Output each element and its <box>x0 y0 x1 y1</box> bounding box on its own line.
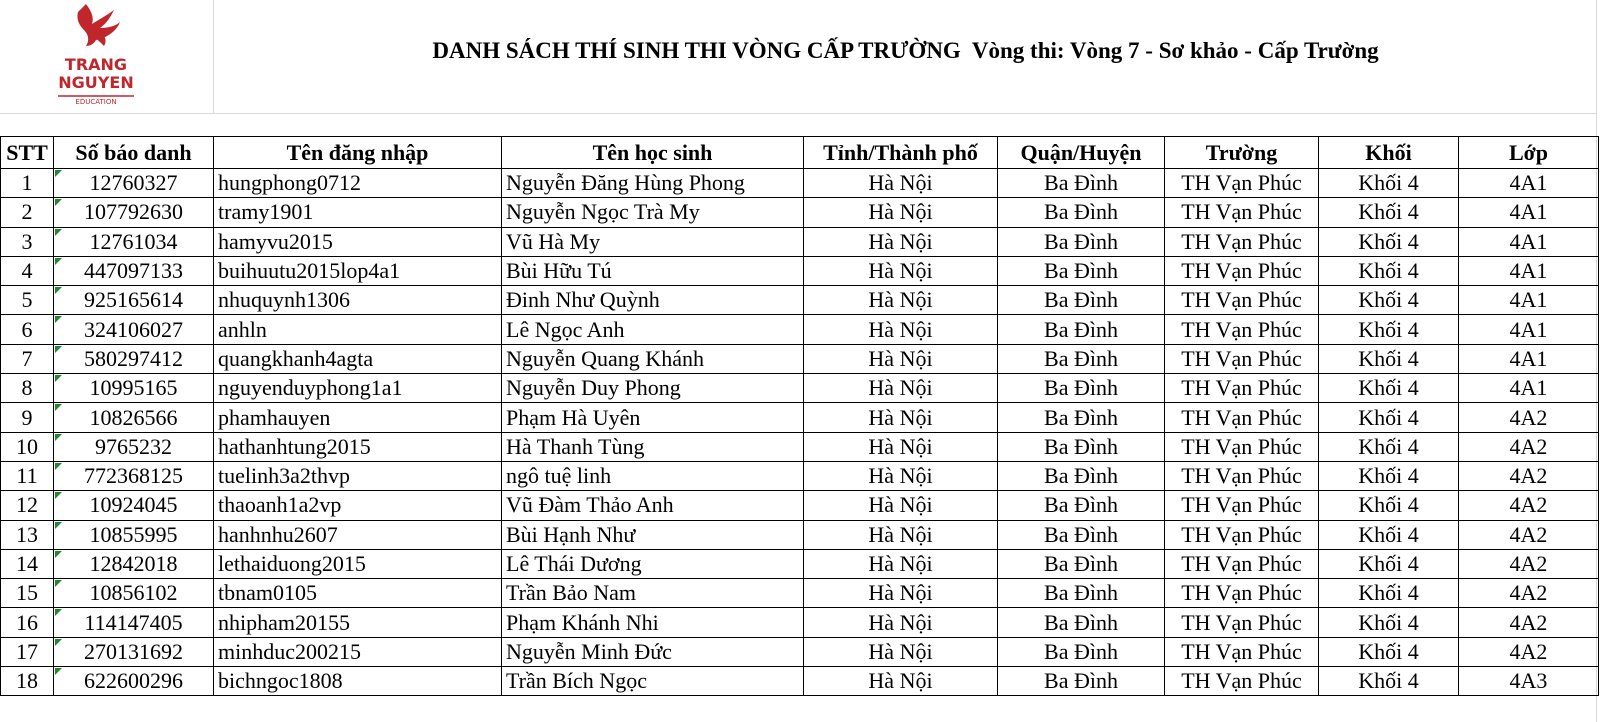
cell-so-bao-danh[interactable]: 9765232 <box>54 432 214 461</box>
cell-quan-huyen[interactable]: Ba Đình <box>998 374 1165 403</box>
cell-truong[interactable]: TH Vạn Phúc <box>1165 198 1319 227</box>
cell-so-bao-danh[interactable]: 925165614 <box>54 286 214 315</box>
cell-khoi[interactable]: Khối 4 <box>1319 227 1459 256</box>
cell-truong[interactable]: TH Vạn Phúc <box>1165 315 1319 344</box>
cell-so-bao-danh[interactable]: 107792630 <box>54 198 214 227</box>
cell-lop[interactable]: 4A2 <box>1459 432 1599 461</box>
cell-stt[interactable]: 13 <box>1 520 54 549</box>
cell-stt[interactable]: 10 <box>1 432 54 461</box>
cell-lop[interactable]: 4A2 <box>1459 637 1599 666</box>
cell-khoi[interactable]: Khối 4 <box>1319 667 1459 696</box>
cell-truong[interactable]: TH Vạn Phúc <box>1165 549 1319 578</box>
cell-khoi[interactable]: Khối 4 <box>1319 491 1459 520</box>
cell-khoi[interactable]: Khối 4 <box>1319 461 1459 490</box>
cell-tinh-thanh-pho[interactable]: Hà Nội <box>804 256 998 285</box>
column-header-truong[interactable]: Trường <box>1165 137 1319 169</box>
cell-stt[interactable]: 12 <box>1 491 54 520</box>
cell-lop[interactable]: 4A3 <box>1459 667 1599 696</box>
cell-so-bao-danh[interactable]: 772368125 <box>54 461 214 490</box>
cell-ten-hoc-sinh[interactable]: Nguyễn Quang Khánh <box>502 344 804 373</box>
cell-quan-huyen[interactable]: Ba Đình <box>998 256 1165 285</box>
cell-lop[interactable]: 4A2 <box>1459 520 1599 549</box>
cell-tinh-thanh-pho[interactable]: Hà Nội <box>804 491 998 520</box>
cell-so-bao-danh[interactable]: 447097133 <box>54 256 214 285</box>
cell-quan-huyen[interactable]: Ba Đình <box>998 549 1165 578</box>
logo-cell <box>0 0 214 113</box>
page-title: DANH SÁCH THÍ SINH THI VÒNG CẤP TRƯỜNG Vòng thi: Vòng 7 - Sơ khảo - Cấp Trường <box>432 38 1379 63</box>
table-row <box>1 608 1599 637</box>
cell-lop[interactable]: 4A1 <box>1459 227 1599 256</box>
cell-khoi[interactable]: Khối 4 <box>1319 198 1459 227</box>
cell-ten-dang-nhap[interactable]: phamhauyen <box>214 403 502 432</box>
cell-ten-dang-nhap[interactable]: tramy1901 <box>214 198 502 227</box>
cell-so-bao-danh[interactable]: 622600296 <box>54 667 214 696</box>
cell-tinh-thanh-pho[interactable]: Hà Nội <box>804 461 998 490</box>
cell-tinh-thanh-pho[interactable]: Hà Nội <box>804 637 998 666</box>
cell-ten-hoc-sinh[interactable]: Phạm Khánh Nhi <box>502 608 804 637</box>
cell-truong[interactable]: TH Vạn Phúc <box>1165 403 1319 432</box>
cell-lop[interactable]: 4A1 <box>1459 344 1599 373</box>
table-row <box>1 169 1599 198</box>
cell-quan-huyen[interactable]: Ba Đình <box>998 286 1165 315</box>
logo-text-line3: EDUCATION <box>75 98 117 106</box>
cell-ten-hoc-sinh[interactable]: Vũ Hà My <box>502 227 804 256</box>
cell-truong[interactable]: TH Vạn Phúc <box>1165 520 1319 549</box>
cell-khoi[interactable]: Khối 4 <box>1319 256 1459 285</box>
cell-lop[interactable]: 4A1 <box>1459 198 1599 227</box>
table-row <box>1 286 1599 315</box>
cell-ten-dang-nhap[interactable]: nhuquynh1306 <box>214 286 502 315</box>
table-row <box>1 344 1599 373</box>
cell-khoi[interactable]: Khối 4 <box>1319 315 1459 344</box>
cell-stt[interactable]: 3 <box>1 227 54 256</box>
column-header-so-bao-danh[interactable]: Số báo danh <box>54 137 214 169</box>
cell-ten-hoc-sinh[interactable]: Phạm Hà Uyên <box>502 403 804 432</box>
table-row <box>1 374 1599 403</box>
cell-lop[interactable]: 4A2 <box>1459 491 1599 520</box>
cell-so-bao-danh[interactable]: 10995165 <box>54 374 214 403</box>
table-row <box>1 520 1599 549</box>
cell-stt[interactable]: 2 <box>1 198 54 227</box>
cell-khoi[interactable]: Khối 4 <box>1319 579 1459 608</box>
cell-truong[interactable]: TH Vạn Phúc <box>1165 608 1319 637</box>
cell-khoi[interactable]: Khối 4 <box>1319 432 1459 461</box>
cell-ten-hoc-sinh[interactable]: Bùi Hữu Tú <box>502 256 804 285</box>
trang-nguyen-logo <box>48 0 144 112</box>
table-row <box>1 579 1599 608</box>
header-row <box>1 137 1599 169</box>
logo-text-line1: TRANG <box>64 55 128 74</box>
cell-quan-huyen[interactable]: Ba Đình <box>998 169 1165 198</box>
cell-ten-dang-nhap[interactable]: bichngoc1808 <box>214 667 502 696</box>
cell-tinh-thanh-pho[interactable]: Hà Nội <box>804 344 998 373</box>
cell-lop[interactable]: 4A2 <box>1459 403 1599 432</box>
cell-stt[interactable]: 15 <box>1 579 54 608</box>
cell-tinh-thanh-pho[interactable]: Hà Nội <box>804 286 998 315</box>
cell-quan-huyen[interactable]: Ba Đình <box>998 520 1165 549</box>
cell-ten-hoc-sinh[interactable]: Trần Bảo Nam <box>502 579 804 608</box>
table-row <box>1 491 1599 520</box>
cell-truong[interactable]: TH Vạn Phúc <box>1165 432 1319 461</box>
cell-so-bao-danh[interactable]: 12842018 <box>54 549 214 578</box>
cell-so-bao-danh[interactable]: 324106027 <box>54 315 214 344</box>
table-row <box>1 432 1599 461</box>
cell-tinh-thanh-pho[interactable]: Hà Nội <box>804 403 998 432</box>
column-header-khoi[interactable]: Khối <box>1319 137 1459 169</box>
cell-ten-hoc-sinh[interactable]: Vũ Đàm Thảo Anh <box>502 491 804 520</box>
cell-ten-hoc-sinh[interactable]: Nguyễn Đăng Hùng Phong <box>502 169 804 198</box>
cell-ten-hoc-sinh[interactable]: Nguyễn Minh Đức <box>502 637 804 666</box>
cell-tinh-thanh-pho[interactable]: Hà Nội <box>804 374 998 403</box>
cell-so-bao-danh[interactable]: 10856102 <box>54 579 214 608</box>
cell-tinh-thanh-pho[interactable]: Hà Nội <box>804 432 998 461</box>
cell-stt[interactable]: 4 <box>1 256 54 285</box>
cell-ten-hoc-sinh[interactable]: Nguyễn Duy Phong <box>502 374 804 403</box>
cell-ten-dang-nhap[interactable]: buihuutu2015lop4a1 <box>214 256 502 285</box>
cell-ten-dang-nhap[interactable]: tuelinh3a2thvp <box>214 461 502 490</box>
column-header-stt[interactable]: STT <box>1 137 54 169</box>
cell-quan-huyen[interactable]: Ba Đình <box>998 344 1165 373</box>
sheet-header <box>0 0 1597 114</box>
cell-lop[interactable]: 4A2 <box>1459 461 1599 490</box>
cell-lop[interactable]: 4A1 <box>1459 374 1599 403</box>
cell-truong[interactable]: TH Vạn Phúc <box>1165 491 1319 520</box>
table-row <box>1 198 1599 227</box>
cell-so-bao-danh[interactable]: 12761034 <box>54 227 214 256</box>
table-body <box>1 169 1599 696</box>
column-header-quan-huyen[interactable]: Quận/Huyện <box>998 137 1165 169</box>
cell-ten-dang-nhap[interactable]: thaoanh1a2vp <box>214 491 502 520</box>
cell-truong[interactable]: TH Vạn Phúc <box>1165 579 1319 608</box>
table-row <box>1 256 1599 285</box>
cell-lop[interactable]: 4A1 <box>1459 286 1599 315</box>
cell-stt[interactable]: 11 <box>1 461 54 490</box>
cell-quan-huyen[interactable]: Ba Đình <box>998 461 1165 490</box>
cell-ten-hoc-sinh[interactable]: Bùi Hạnh Như <box>502 520 804 549</box>
cell-truong[interactable]: TH Vạn Phúc <box>1165 344 1319 373</box>
cell-ten-dang-nhap[interactable]: nguyenduyphong1a1 <box>214 374 502 403</box>
column-header-tinh-thanh-pho[interactable]: Tỉnh/Thành phố <box>804 137 998 169</box>
cell-stt[interactable]: 7 <box>1 344 54 373</box>
cell-stt[interactable]: 18 <box>1 667 54 696</box>
table-row <box>1 637 1599 666</box>
cell-quan-huyen[interactable]: Ba Đình <box>998 403 1165 432</box>
table-row <box>1 227 1599 256</box>
cell-truong[interactable]: TH Vạn Phúc <box>1165 667 1319 696</box>
cell-khoi[interactable]: Khối 4 <box>1319 520 1459 549</box>
cell-quan-huyen[interactable]: Ba Đình <box>998 637 1165 666</box>
cell-tinh-thanh-pho[interactable]: Hà Nội <box>804 315 998 344</box>
cell-tinh-thanh-pho[interactable]: Hà Nội <box>804 608 998 637</box>
table-row <box>1 461 1599 490</box>
cell-stt[interactable]: 16 <box>1 608 54 637</box>
cell-ten-hoc-sinh[interactable]: Lê Thái Dương <box>502 549 804 578</box>
table-row <box>1 315 1599 344</box>
cell-quan-huyen[interactable]: Ba Đình <box>998 432 1165 461</box>
cell-ten-hoc-sinh[interactable]: Hà Thanh Tùng <box>502 432 804 461</box>
cell-tinh-thanh-pho[interactable]: Hà Nội <box>804 549 998 578</box>
cell-quan-huyen[interactable]: Ba Đình <box>998 227 1165 256</box>
column-header-ten-dang-nhap[interactable]: Tên đăng nhập <box>214 137 502 169</box>
cell-quan-huyen[interactable]: Ba Đình <box>998 667 1165 696</box>
cell-stt[interactable]: 9 <box>1 403 54 432</box>
cell-truong[interactable]: TH Vạn Phúc <box>1165 227 1319 256</box>
cell-truong[interactable]: TH Vạn Phúc <box>1165 374 1319 403</box>
cell-ten-dang-nhap[interactable]: lethaiduong2015 <box>214 549 502 578</box>
cell-lop[interactable]: 4A2 <box>1459 549 1599 578</box>
cell-lop[interactable]: 4A1 <box>1459 315 1599 344</box>
cell-tinh-thanh-pho[interactable]: Hà Nội <box>804 169 998 198</box>
column-header-lop[interactable]: Lớp <box>1459 137 1599 169</box>
cell-khoi[interactable]: Khối 4 <box>1319 608 1459 637</box>
cell-truong[interactable]: TH Vạn Phúc <box>1165 461 1319 490</box>
cell-ten-dang-nhap[interactable]: anhln <box>214 315 502 344</box>
cell-ten-dang-nhap[interactable]: quangkhanh4agta <box>214 344 502 373</box>
table-row <box>1 403 1599 432</box>
cell-khoi[interactable]: Khối 4 <box>1319 169 1459 198</box>
cell-tinh-thanh-pho[interactable]: Hà Nội <box>804 667 998 696</box>
cell-ten-hoc-sinh[interactable]: Nguyễn Ngọc Trà My <box>502 198 804 227</box>
student-list-table <box>0 136 1599 696</box>
cell-quan-huyen[interactable]: Ba Đình <box>998 579 1165 608</box>
cell-khoi[interactable]: Khối 4 <box>1319 637 1459 666</box>
cell-so-bao-danh[interactable]: 114147405 <box>54 608 214 637</box>
cell-ten-dang-nhap[interactable]: tbnam0105 <box>214 579 502 608</box>
cell-truong[interactable]: TH Vạn Phúc <box>1165 169 1319 198</box>
cell-so-bao-danh[interactable]: 10924045 <box>54 491 214 520</box>
cell-so-bao-danh[interactable]: 10826566 <box>54 403 214 432</box>
table-row <box>1 667 1599 696</box>
cell-so-bao-danh[interactable]: 12760327 <box>54 169 214 198</box>
cell-ten-dang-nhap[interactable]: hanhnhu2607 <box>214 520 502 549</box>
cell-lop[interactable]: 4A2 <box>1459 608 1599 637</box>
cell-ten-hoc-sinh[interactable]: ngô tuệ linh <box>502 461 804 490</box>
cell-stt[interactable]: 14 <box>1 549 54 578</box>
cell-khoi[interactable]: Khối 4 <box>1319 549 1459 578</box>
cell-ten-hoc-sinh[interactable]: Trần Bích Ngọc <box>502 667 804 696</box>
cell-stt[interactable]: 5 <box>1 286 54 315</box>
cell-khoi[interactable]: Khối 4 <box>1319 403 1459 432</box>
cell-khoi[interactable]: Khối 4 <box>1319 286 1459 315</box>
cell-quan-huyen[interactable]: Ba Đình <box>998 608 1165 637</box>
cell-tinh-thanh-pho[interactable]: Hà Nội <box>804 579 998 608</box>
cell-so-bao-danh[interactable]: 10855995 <box>54 520 214 549</box>
cell-khoi[interactable]: Khối 4 <box>1319 374 1459 403</box>
cell-tinh-thanh-pho[interactable]: Hà Nội <box>804 520 998 549</box>
cell-lop[interactable]: 4A2 <box>1459 579 1599 608</box>
cell-truong[interactable]: TH Vạn Phúc <box>1165 637 1319 666</box>
cell-quan-huyen[interactable]: Ba Đình <box>998 198 1165 227</box>
cell-ten-dang-nhap[interactable]: hamyvu2015 <box>214 227 502 256</box>
cell-so-bao-danh[interactable]: 270131692 <box>54 637 214 666</box>
cell-ten-dang-nhap[interactable]: hathanhtung2015 <box>214 432 502 461</box>
cell-tinh-thanh-pho[interactable]: Hà Nội <box>804 227 998 256</box>
cell-stt[interactable]: 8 <box>1 374 54 403</box>
cell-ten-hoc-sinh[interactable]: Đinh Như Quỳnh <box>502 286 804 315</box>
cell-truong[interactable]: TH Vạn Phúc <box>1165 286 1319 315</box>
cell-tinh-thanh-pho[interactable]: Hà Nội <box>804 198 998 227</box>
table-row <box>1 549 1599 578</box>
cell-stt[interactable]: 17 <box>1 637 54 666</box>
cell-quan-huyen[interactable]: Ba Đình <box>998 315 1165 344</box>
cell-so-bao-danh[interactable]: 580297412 <box>54 344 214 373</box>
logo-text-line2: NGUYEN <box>58 73 134 92</box>
cell-stt[interactable]: 6 <box>1 315 54 344</box>
cell-khoi[interactable]: Khối 4 <box>1319 344 1459 373</box>
cell-truong[interactable]: TH Vạn Phúc <box>1165 256 1319 285</box>
cell-lop[interactable]: 4A1 <box>1459 256 1599 285</box>
cell-lop[interactable]: 4A1 <box>1459 169 1599 198</box>
cell-ten-dang-nhap[interactable]: minhduc200215 <box>214 637 502 666</box>
column-header-ten-hoc-sinh[interactable]: Tên học sinh <box>502 137 804 169</box>
cell-ten-dang-nhap[interactable]: nhipham20155 <box>214 608 502 637</box>
cell-quan-huyen[interactable]: Ba Đình <box>998 491 1165 520</box>
cell-stt[interactable]: 1 <box>1 169 54 198</box>
cell-ten-hoc-sinh[interactable]: Lê Ngọc Anh <box>502 315 804 344</box>
cell-ten-dang-nhap[interactable]: hungphong0712 <box>214 169 502 198</box>
